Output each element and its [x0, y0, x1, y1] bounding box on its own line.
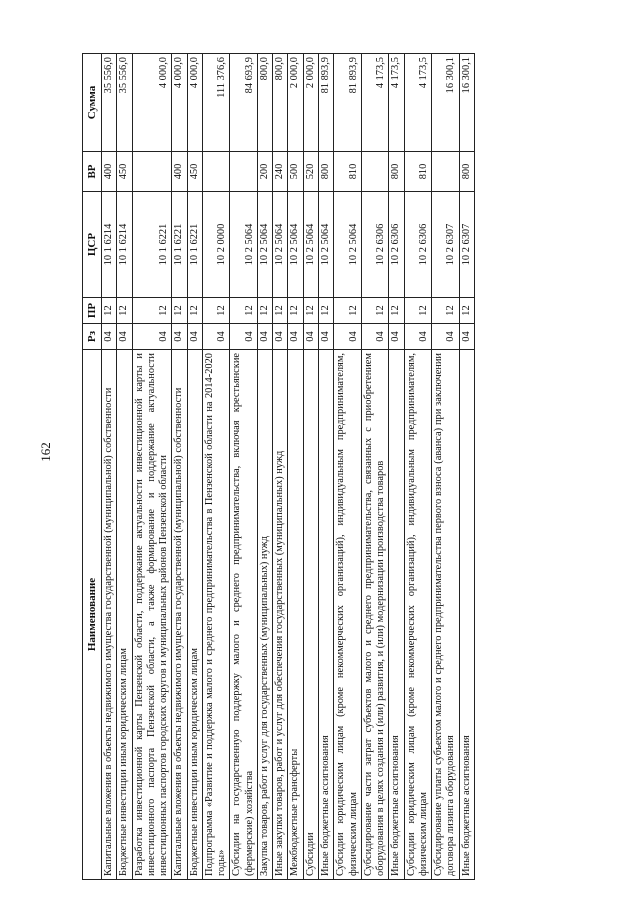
cell-rz: 04 [202, 324, 230, 350]
cell-rz: 04 [132, 324, 172, 350]
header-rz: Рз [83, 324, 102, 350]
cell-vr: 240 [273, 152, 288, 192]
cell-rz: 04 [361, 324, 389, 350]
table-row [132, 54, 172, 880]
cell-pr: 12 [318, 298, 333, 324]
cell-vr: 400 [102, 152, 117, 192]
cell-name: Иные бюджетные ассигнования [318, 350, 333, 880]
cell-sum: 4 173,5 [404, 54, 432, 152]
cell-vr: 400 [172, 152, 187, 192]
cell-name: Субсидии на государственную поддержку малого и среднего предпринимательства, включая крестьянские (фермерские) хозяйства [230, 350, 258, 880]
cell-name: Субсидии юридическим лицам (кроме некоммерческих организаций), индивидуальным предпринимателям, физическим лицам [334, 350, 362, 880]
cell-csr: 10 1 6214 [102, 192, 117, 298]
cell-sum: 16 300,1 [432, 54, 460, 152]
table-row [172, 54, 187, 880]
cell-vr [202, 152, 230, 192]
table-row [187, 54, 202, 880]
table-row [318, 54, 333, 880]
table-row [273, 54, 288, 880]
cell-rz: 04 [257, 324, 272, 350]
cell-csr: 10 2 6306 [361, 192, 389, 298]
table-row [202, 54, 230, 880]
cell-csr: 10 2 0000 [202, 192, 230, 298]
cell-sum: 111 376,6 [202, 54, 230, 152]
cell-pr: 12 [459, 298, 474, 324]
cell-sum: 4 173,5 [361, 54, 389, 152]
cell-sum: 800,0 [257, 54, 272, 152]
table-row [361, 54, 389, 880]
cell-rz: 04 [303, 324, 318, 350]
cell-pr: 12 [117, 298, 132, 324]
table-row [404, 54, 432, 880]
cell-pr: 12 [432, 298, 460, 324]
cell-pr: 12 [303, 298, 318, 324]
cell-rz: 04 [273, 324, 288, 350]
cell-name: Бюджетные инвестиции иным юридическим лицам [187, 350, 202, 880]
cell-name: Субсидирование уплаты субъектом малого и среднего предпринимательства первого взноса (аванса) при заключении договора лизинга оборудования [432, 350, 460, 880]
cell-pr: 12 [172, 298, 187, 324]
cell-rz: 04 [459, 324, 474, 350]
cell-name: Капитальные вложения в объекты недвижимого имущества государственной (муниципальной) собственности [172, 350, 187, 880]
cell-pr: 12 [132, 298, 172, 324]
cell-csr: 10 2 5064 [288, 192, 303, 298]
cell-rz: 04 [187, 324, 202, 350]
cell-vr: 800 [459, 152, 474, 192]
cell-sum: 84 693,9 [230, 54, 258, 152]
cell-rz: 04 [117, 324, 132, 350]
cell-vr: 810 [404, 152, 432, 192]
cell-pr: 12 [404, 298, 432, 324]
cell-pr: 12 [288, 298, 303, 324]
cell-csr: 10 1 6221 [132, 192, 172, 298]
table-header-row [83, 54, 102, 880]
cell-csr: 10 2 5064 [334, 192, 362, 298]
cell-sum: 81 893,9 [318, 54, 333, 152]
cell-sum: 35 556,0 [117, 54, 132, 152]
cell-rz: 04 [172, 324, 187, 350]
page-number: 162 [38, 442, 53, 462]
cell-sum: 2 000,0 [288, 54, 303, 152]
cell-pr: 12 [102, 298, 117, 324]
cell-vr: 800 [318, 152, 333, 192]
cell-rz: 04 [389, 324, 404, 350]
cell-vr: 450 [187, 152, 202, 192]
cell-name: Разработка инвестиционной карты Пензенской области, поддержание актуальности инвестиционной карты и инвестиционного паспорта Пензенской области, а также формирование и поддержание актуальности инвестиционных паспортов городских округов и муниципальных районов Пензенской области [132, 350, 172, 880]
cell-sum: 16 300,1 [459, 54, 474, 152]
cell-name: Субсидии юридическим лицам (кроме некоммерческих организаций), индивидуальным предпринимателям, физическим лицам [404, 350, 432, 880]
budget-table [82, 53, 475, 880]
table-row [288, 54, 303, 880]
cell-csr: 10 1 6221 [187, 192, 202, 298]
cell-rz: 04 [102, 324, 117, 350]
table-body [102, 54, 475, 880]
cell-sum: 4 000,0 [187, 54, 202, 152]
header-pr: ПР [83, 298, 102, 324]
table-row [459, 54, 474, 880]
cell-vr: 500 [288, 152, 303, 192]
cell-pr: 12 [389, 298, 404, 324]
cell-name: Закупка товаров, работ и услуг для государственных (муниципальных) нужд [257, 350, 272, 880]
table-row [334, 54, 362, 880]
cell-rz: 04 [288, 324, 303, 350]
cell-name: Бюджетные инвестиции иным юридическим лицам [117, 350, 132, 880]
table-row [117, 54, 132, 880]
cell-pr: 12 [257, 298, 272, 324]
header-vr: ВР [83, 152, 102, 192]
cell-sum: 4 000,0 [172, 54, 187, 152]
cell-csr: 10 2 6307 [432, 192, 460, 298]
cell-pr: 12 [202, 298, 230, 324]
cell-name: Иные бюджетные ассигнования [459, 350, 474, 880]
cell-csr: 10 2 6306 [389, 192, 404, 298]
cell-vr [230, 152, 258, 192]
cell-pr: 12 [230, 298, 258, 324]
table-row [257, 54, 272, 880]
cell-sum: 35 556,0 [102, 54, 117, 152]
table-row [389, 54, 404, 880]
cell-sum: 4 000,0 [132, 54, 172, 152]
cell-csr: 10 2 5064 [273, 192, 288, 298]
cell-name: Капитальные вложения в объекты недвижимого имущества государственной (муниципальной) собственности [102, 350, 117, 880]
header-name: Наименование [83, 350, 102, 880]
cell-pr: 12 [187, 298, 202, 324]
table-row [230, 54, 258, 880]
cell-csr: 10 1 6221 [172, 192, 187, 298]
cell-vr: 810 [334, 152, 362, 192]
cell-pr: 12 [334, 298, 362, 324]
cell-vr [432, 152, 460, 192]
cell-pr: 12 [361, 298, 389, 324]
cell-rz: 04 [230, 324, 258, 350]
cell-sum: 2 000,0 [303, 54, 318, 152]
header-csr: ЦСР [83, 192, 102, 298]
cell-rz: 04 [318, 324, 333, 350]
cell-csr: 10 2 5064 [318, 192, 333, 298]
cell-vr: 200 [257, 152, 272, 192]
cell-vr: 520 [303, 152, 318, 192]
cell-name: Межбюджетные трансферты [288, 350, 303, 880]
cell-csr: 10 2 5064 [230, 192, 258, 298]
cell-rz: 04 [334, 324, 362, 350]
cell-sum: 800,0 [273, 54, 288, 152]
cell-csr: 10 1 6214 [117, 192, 132, 298]
cell-sum: 4 173,5 [389, 54, 404, 152]
cell-vr [132, 152, 172, 192]
header-sum: Сумма [83, 54, 102, 152]
cell-csr: 10 2 5064 [257, 192, 272, 298]
cell-vr [361, 152, 389, 192]
cell-name: Иные закупки товаров, работ и услуг для обеспечения государственных (муниципальных) нужд [273, 350, 288, 880]
cell-name: Субсидирование части затрат субъектов малого и среднего предпринимательства, связанных с приобретением оборудования в целях создания и (или) развития, и (или) модернизации производства товаров [361, 350, 389, 880]
cell-vr: 800 [389, 152, 404, 192]
table-row [303, 54, 318, 880]
cell-name: Подпрограмма «Развитие и поддержка малого и среднего предпринимательства в Пензенской области на 2014-2020 годы» [202, 350, 230, 880]
rotated-page-content [82, 54, 475, 880]
cell-csr: 10 2 6307 [459, 192, 474, 298]
cell-csr: 10 2 5064 [303, 192, 318, 298]
cell-csr: 10 2 6306 [404, 192, 432, 298]
cell-rz: 04 [432, 324, 460, 350]
table-row [102, 54, 117, 880]
table-row [432, 54, 460, 880]
cell-rz: 04 [404, 324, 432, 350]
cell-pr: 12 [273, 298, 288, 324]
cell-name: Иные бюджетные ассигнования [389, 350, 404, 880]
cell-vr: 450 [117, 152, 132, 192]
cell-name: Субсидии [303, 350, 318, 880]
cell-sum: 81 893,9 [334, 54, 362, 152]
